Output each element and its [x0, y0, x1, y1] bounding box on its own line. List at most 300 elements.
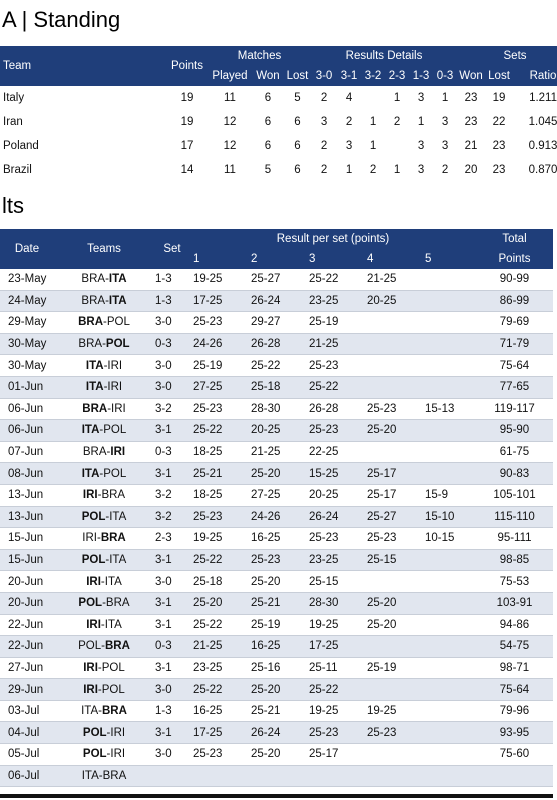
results-s2-score: 25-16	[248, 657, 306, 679]
results-team-separator: -	[106, 748, 111, 761]
standing-cell-points: 19	[180, 92, 194, 104]
results-away-team: IRI	[111, 402, 126, 415]
standing-cell-lost: 5	[294, 92, 301, 104]
standing-cell-r32: 2	[369, 164, 377, 176]
results-teams	[54, 528, 154, 550]
results-away-team: ITA	[109, 510, 127, 523]
results-s3-score: 25-11	[306, 657, 364, 679]
results-s1-score: 18-25	[190, 484, 248, 506]
results-away-team: POL	[103, 424, 127, 437]
standing-cell-played: 11	[224, 164, 236, 176]
results-row	[0, 441, 553, 463]
results-row	[0, 420, 553, 442]
results-date: 06-Jul	[0, 765, 54, 787]
results-s1-score: 25-22	[190, 420, 248, 442]
standing-sets-lost-header: Lost	[488, 70, 510, 82]
standing-section-title: A | Standing	[2, 7, 121, 32]
results-s3-score: 15-25	[306, 463, 364, 485]
results-away-team: IRI	[110, 748, 126, 761]
results-s4-score	[364, 333, 422, 355]
results-team-separator: -	[97, 683, 102, 696]
standing-cell-lost: 6	[294, 164, 301, 176]
results-s1-score: 25-23	[190, 312, 248, 334]
results-date: 23-May	[0, 269, 54, 290]
results-teams	[54, 484, 154, 506]
results-s1-score: 25-22	[190, 679, 248, 701]
results-teams	[54, 441, 154, 463]
results-total-points: 98-85	[476, 549, 553, 571]
results-s2-score: 25-20	[248, 463, 306, 485]
standing-cell-r30: 2	[320, 140, 328, 152]
results-s4-score: 25-20	[364, 614, 422, 636]
results-s3-score: 25-22	[306, 679, 364, 701]
results-s3-score: 28-30	[306, 592, 364, 614]
results-row	[0, 484, 553, 506]
results-s3-score: 22-25	[306, 441, 364, 463]
results-set-score: 3-0	[154, 679, 190, 701]
results-team-separator: -	[105, 273, 109, 286]
results-row	[0, 744, 553, 766]
results-date: 15-Jun	[0, 528, 54, 550]
results-set-score: 3-1	[154, 592, 190, 614]
results-set-score: 3-1	[154, 614, 190, 636]
results-s4-score	[364, 765, 422, 787]
standing-results-details-header: Results Details	[345, 50, 423, 62]
results-s1-score: 21-25	[190, 636, 248, 658]
standing-row	[0, 134, 557, 158]
results-total-points: 75-64	[476, 679, 553, 701]
results-row	[0, 765, 553, 787]
results-s1-score: 19-25	[190, 528, 248, 550]
results-row	[0, 722, 553, 744]
standing-played-header: Played	[212, 70, 248, 82]
results-s3-score: 20-25	[306, 484, 364, 506]
results-away-team: BRA	[105, 597, 130, 610]
results-home-team: POL	[81, 510, 106, 523]
results-set-score: 0-3	[154, 333, 190, 355]
results-total-points: 79-96	[476, 700, 553, 722]
standing-team-name: Brazil	[3, 164, 32, 176]
results-team-separator: -	[101, 640, 105, 653]
results-date: 05-Jul	[0, 744, 54, 766]
results-teams	[54, 571, 154, 593]
results-home-team: ITA	[81, 467, 100, 480]
results-total-points: 95-90	[476, 420, 553, 442]
results-s4-score: 19-25	[364, 700, 422, 722]
results-s2-score: 16-25	[248, 528, 306, 550]
results-section-title: lts	[2, 193, 24, 218]
results-teams-header: Teams	[87, 243, 121, 255]
results-teams	[54, 549, 154, 571]
results-s1-score: 25-23	[190, 506, 248, 528]
results-set-score: 3-2	[154, 506, 190, 528]
results-set-score: 1-3	[154, 700, 190, 722]
results-teams	[54, 657, 154, 679]
results-teams	[54, 376, 154, 398]
standing-cell-r30: 2	[320, 164, 328, 176]
standing-3-0-header: 3-0	[315, 70, 333, 82]
results-set-score: 1-3	[154, 290, 190, 312]
standing-header-row-1	[0, 46, 557, 66]
results-home-team: BRA	[81, 273, 106, 286]
standing-cell-r32	[361, 86, 385, 110]
standing-lost-header: Lost	[286, 70, 309, 82]
results-set-score	[154, 765, 190, 787]
results-s4-score: 25-19	[364, 657, 422, 679]
results-s4-score: 25-20	[364, 592, 422, 614]
results-s5-score	[422, 420, 476, 442]
results-s5-score	[422, 441, 476, 463]
results-team-separator: -	[100, 618, 105, 631]
results-total-points: 94-86	[476, 614, 553, 636]
results-team-separator: -	[105, 554, 110, 567]
results-s2-score: 25-20	[248, 679, 306, 701]
results-away-team: BRA	[102, 769, 127, 782]
results-row	[0, 312, 553, 334]
results-teams	[54, 679, 154, 701]
results-team-separator: -	[98, 705, 102, 718]
results-date: 20-Jun	[0, 571, 54, 593]
results-s2-score: 25-21	[248, 700, 306, 722]
results-away-team: POL	[106, 316, 130, 329]
results-s4-score	[364, 441, 422, 463]
results-s3-score: 23-25	[306, 290, 364, 312]
results-total-points: 54-75	[476, 636, 553, 658]
results-s3-score: 25-23	[306, 420, 364, 442]
results-date: 30-May	[0, 355, 54, 377]
standing-cell-sw: 23	[464, 116, 478, 128]
results-s3-score: 25-19	[306, 312, 364, 334]
results-s3-score: 23-25	[306, 549, 364, 571]
results-s2-score: 24-26	[248, 506, 306, 528]
results-row	[0, 614, 553, 636]
results-s5-score	[422, 549, 476, 571]
standing-body	[0, 86, 557, 182]
results-team-separator: -	[103, 359, 108, 372]
results-teams	[54, 420, 154, 442]
standing-cell-r13: 1	[417, 116, 425, 128]
standing-team-header: Team	[3, 60, 32, 72]
results-s1-score: 25-18	[190, 571, 248, 593]
results-set-score: 3-0	[154, 744, 190, 766]
results-s5-score	[422, 312, 476, 334]
results-away-team: IRI	[110, 446, 126, 459]
results-s5-score	[422, 657, 476, 679]
standing-cell-won: 6	[264, 140, 272, 152]
results-team-separator: -	[97, 489, 102, 502]
results-home-team: IRI	[86, 575, 101, 588]
results-s4-score	[364, 679, 422, 701]
results-s2-score: 29-27	[248, 312, 306, 334]
results-teams	[54, 592, 154, 614]
results-row	[0, 355, 553, 377]
results-home-team: IRI	[83, 683, 98, 696]
standing-cell-r03: 2	[441, 164, 449, 176]
results-teams	[54, 269, 154, 290]
results-away-team: IRI	[110, 726, 126, 739]
results-header-row-1	[0, 229, 553, 249]
results-home-team: IRI	[82, 489, 98, 502]
results-row	[0, 398, 553, 420]
results-date: 01-Jun	[0, 376, 54, 398]
results-s1-score: 17-25	[190, 722, 248, 744]
results-s1-score: 18-25	[190, 441, 248, 463]
results-row	[0, 592, 553, 614]
standing-cell-r03: 3	[441, 140, 449, 152]
results-s4-score	[364, 636, 422, 658]
results-team-separator: -	[106, 446, 111, 459]
results-home-team: BRA	[78, 316, 104, 329]
results-set-score: 2-3	[154, 528, 190, 550]
results-s2-score: 25-18	[248, 376, 306, 398]
results-s5-score	[422, 700, 476, 722]
results-team-separator: -	[106, 726, 111, 739]
results-s4-score: 25-20	[364, 420, 422, 442]
results-team-separator: -	[105, 294, 109, 307]
results-s3-score: 26-28	[306, 398, 364, 420]
results-team-separator: -	[97, 661, 102, 674]
standing-cell-r23: 1	[393, 92, 401, 104]
results-s1-score: 16-25	[190, 700, 248, 722]
standing-cell-points: 19	[180, 116, 194, 128]
results-s5-score	[422, 333, 476, 355]
results-date: 08-Jun	[0, 463, 54, 485]
results-date: 15-Jun	[0, 549, 54, 571]
results-s3-score: 25-17	[306, 744, 364, 766]
results-date: 03-Jul	[0, 700, 54, 722]
results-s3-score: 26-24	[306, 506, 364, 528]
results-s4-score	[364, 355, 422, 377]
results-away-team: IRI	[107, 381, 123, 394]
results-home-team: BRA	[81, 294, 106, 307]
results-total-points: 61-75	[476, 441, 553, 463]
standing-cell-r03: 1	[441, 92, 449, 104]
results-s4-score	[364, 312, 422, 334]
standing-cell-sw: 21	[464, 140, 478, 152]
results-s5-score	[422, 614, 476, 636]
standing-cell-played: 11	[224, 92, 236, 104]
results-set-5-header: 5	[425, 253, 432, 265]
results-points-header: Points	[498, 253, 531, 265]
standing-cell-r13: 3	[417, 164, 425, 176]
results-s1-score: 25-23	[190, 744, 248, 766]
results-home-team: POL	[82, 726, 107, 739]
results-total-points: 98-71	[476, 657, 553, 679]
results-home-team: POL	[82, 748, 107, 761]
results-s5-score	[422, 722, 476, 744]
standing-cell-sw: 23	[464, 92, 478, 104]
results-home-team: BRA	[78, 338, 103, 351]
standing-cell-lost: 6	[294, 140, 301, 152]
results-s2-score: 26-24	[248, 290, 306, 312]
results-total-points: 90-99	[476, 269, 553, 290]
standing-2-3-header: 2-3	[388, 70, 406, 82]
standing-row	[0, 86, 557, 110]
results-team-separator: -	[103, 381, 108, 394]
standing-cell-ratio: 1.045	[528, 116, 557, 128]
results-s3-score: 17-25	[306, 636, 364, 658]
results-s4-score	[364, 376, 422, 398]
results-s2-score	[248, 765, 306, 787]
standing-cell-sl: 23	[492, 164, 506, 176]
results-row	[0, 528, 553, 550]
results-home-team: ITA	[81, 769, 99, 782]
results-set-score: 0-3	[154, 636, 190, 658]
results-s1-score: 25-19	[190, 355, 248, 377]
results-s1-score	[190, 765, 248, 787]
results-row	[0, 657, 553, 679]
results-total-points: 86-99	[476, 290, 553, 312]
results-s4-score	[364, 744, 422, 766]
results-s2-score: 25-22	[248, 355, 306, 377]
results-s2-score: 26-28	[248, 333, 306, 355]
results-row	[0, 333, 553, 355]
results-s5-score	[422, 765, 476, 787]
results-date: 29-Jun	[0, 679, 54, 701]
results-s4-score: 21-25	[364, 269, 422, 290]
results-s2-score: 16-25	[248, 636, 306, 658]
standing-cell-played: 12	[223, 116, 237, 128]
results-team-separator: -	[107, 402, 112, 415]
results-date: 06-Jun	[0, 420, 54, 442]
results-team-separator: -	[100, 575, 105, 588]
results-s3-score: 25-23	[306, 355, 364, 377]
results-away-team: ITA	[104, 618, 122, 631]
results-s1-score: 23-25	[190, 657, 248, 679]
results-s4-score: 25-23	[364, 722, 422, 744]
standing-cell-r13: 3	[417, 92, 425, 104]
results-total-points: 93-95	[476, 722, 553, 744]
results-home-team: POL	[81, 554, 106, 567]
bottom-divider	[0, 794, 553, 798]
results-row	[0, 269, 553, 290]
results-teams	[54, 506, 154, 528]
results-s4-score: 25-27	[364, 506, 422, 528]
results-away-team: BRA	[101, 489, 126, 502]
results-total-points: 71-79	[476, 333, 553, 355]
results-away-team: POL	[101, 661, 125, 674]
results-s3-score: 25-22	[306, 376, 364, 398]
results-date: 30-May	[0, 333, 54, 355]
results-s3-score: 19-25	[306, 614, 364, 636]
results-s1-score: 25-22	[190, 549, 248, 571]
standing-cell-r32: 1	[369, 116, 377, 128]
standing-cell-r13: 3	[417, 140, 425, 152]
results-row	[0, 549, 553, 571]
standing-ratio-header: Ratio	[529, 70, 557, 82]
standing-cell-ratio: 0.913	[528, 140, 557, 152]
results-set-score: 0-3	[154, 441, 190, 463]
results-teams	[54, 744, 154, 766]
results-s3-score: 25-23	[306, 722, 364, 744]
results-date: 24-May	[0, 290, 54, 312]
results-teams	[54, 700, 154, 722]
results-set-score: 3-0	[154, 355, 190, 377]
standing-3-1-header: 3-1	[340, 70, 358, 82]
results-total-points	[476, 765, 553, 787]
results-total-points: 95-111	[476, 528, 553, 550]
results-s5-score: 10-15	[422, 528, 476, 550]
results-row	[0, 571, 553, 593]
standing-matches-header: Matches	[237, 50, 282, 62]
results-away-team: POL	[105, 338, 130, 351]
results-row	[0, 463, 553, 485]
results-set-score: 3-0	[154, 571, 190, 593]
results-away-team: ITA	[109, 554, 127, 567]
results-s2-score: 25-21	[248, 592, 306, 614]
results-set-score: 3-1	[154, 463, 190, 485]
standing-cell-r31: 2	[345, 116, 353, 128]
results-team-separator: -	[102, 338, 106, 351]
results-date: 13-Jun	[0, 484, 54, 506]
standing-row	[0, 110, 557, 134]
results-set-header: Set	[163, 243, 181, 255]
results-away-team: ITA	[104, 575, 122, 588]
results-s1-score: 25-20	[190, 592, 248, 614]
results-s1-score: 25-23	[190, 398, 248, 420]
results-teams	[54, 463, 154, 485]
results-home-team: BRA	[82, 402, 108, 415]
results-team-separator: -	[96, 532, 101, 545]
results-s5-score	[422, 744, 476, 766]
results-row	[0, 376, 553, 398]
results-s2-score: 25-19	[248, 614, 306, 636]
results-team-separator: -	[105, 510, 110, 523]
results-s4-score	[364, 571, 422, 593]
standing-team-name: Italy	[3, 92, 25, 104]
results-total-points: 75-53	[476, 571, 553, 593]
results-away-team: POL	[101, 683, 125, 696]
standing-cell-sw: 20	[464, 164, 478, 176]
results-per-set-header: Result per set (points)	[276, 233, 390, 245]
standing-0-3-header: 0-3	[436, 70, 454, 82]
results-away-team: ITA	[108, 273, 127, 286]
results-home-team: ITA	[85, 381, 104, 394]
results-teams	[54, 722, 154, 744]
results-s2-score: 28-30	[248, 398, 306, 420]
results-set-score: 3-0	[154, 376, 190, 398]
results-s2-score: 21-25	[248, 441, 306, 463]
results-teams	[54, 312, 154, 334]
results-teams	[54, 765, 154, 787]
standing-row	[0, 158, 557, 182]
results-total-points: 75-64	[476, 355, 553, 377]
results-s5-score: 15-9	[422, 484, 476, 506]
results-table	[0, 229, 553, 787]
standing-cell-ratio: 0.870	[528, 164, 557, 176]
results-row	[0, 290, 553, 312]
results-teams	[54, 614, 154, 636]
results-team-separator: -	[102, 597, 106, 610]
standing-cell-r31: 4	[345, 92, 353, 104]
results-home-team: ITA	[81, 424, 100, 437]
results-s5-score	[422, 463, 476, 485]
standing-cell-r30: 2	[320, 92, 328, 104]
results-total-points: 75-60	[476, 744, 553, 766]
standing-sets-won-header: Won	[459, 70, 483, 82]
results-date: 20-Jun	[0, 592, 54, 614]
standing-cell-r30: 3	[320, 116, 328, 128]
standing-cell-won: 6	[264, 116, 272, 128]
standing-cell-sl: 23	[492, 140, 506, 152]
standing-table	[0, 46, 557, 182]
results-teams	[54, 333, 154, 355]
results-away-team: BRA	[100, 532, 126, 545]
results-home-team: POL	[78, 640, 102, 653]
standing-1-3-header: 1-3	[412, 70, 430, 82]
results-s4-score: 25-23	[364, 398, 422, 420]
standing-cell-sl: 22	[492, 116, 506, 128]
